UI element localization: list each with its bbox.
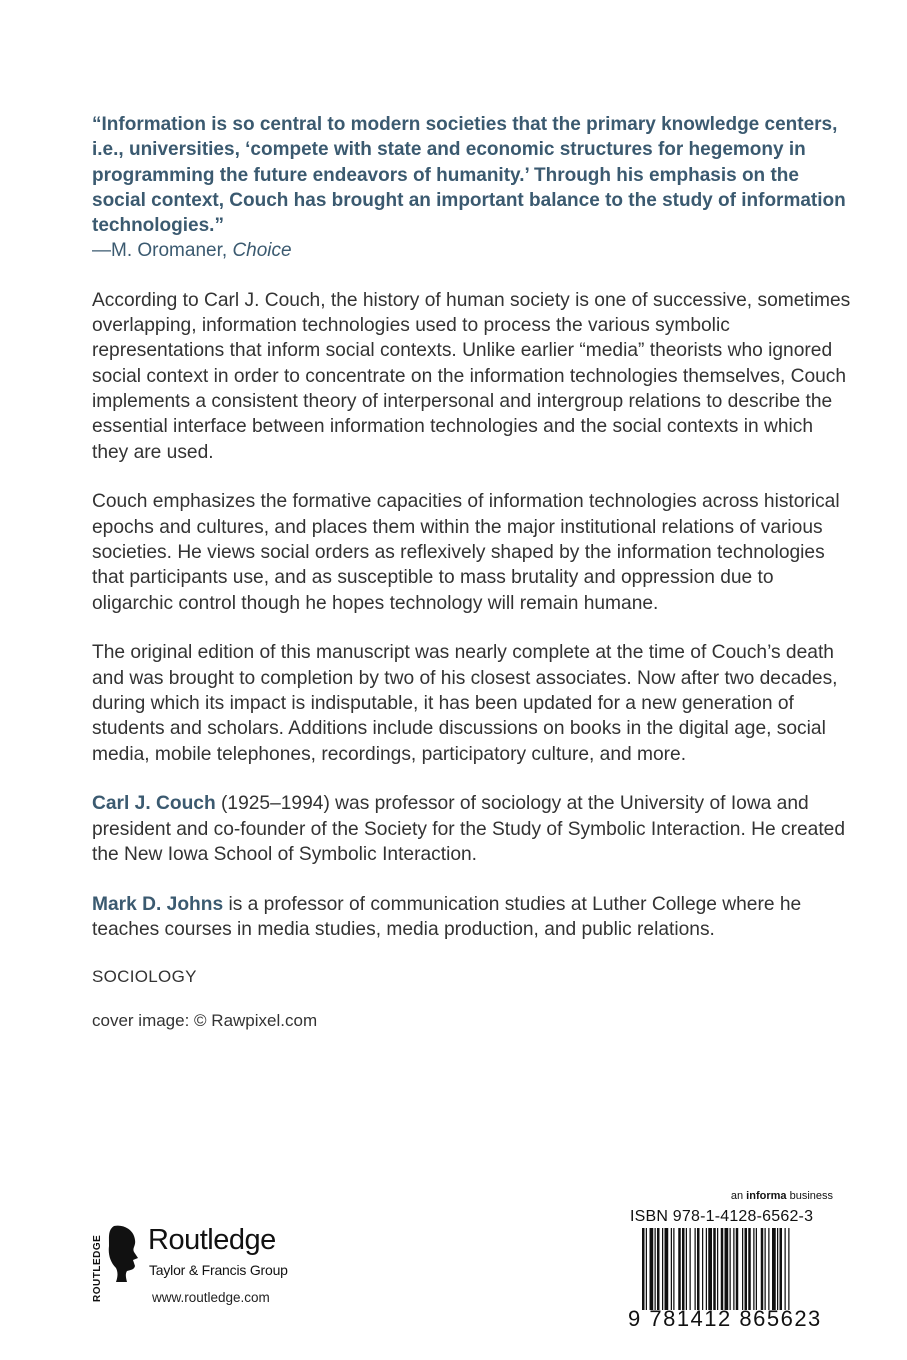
informa-bold: informa bbox=[746, 1190, 787, 1202]
quote-attribution bbox=[92, 238, 852, 263]
subject-category: SOCIOLOGY bbox=[92, 966, 197, 986]
review-quote: “Information is so central to modern societies that the primary knowledge centers, i.e., universities, ‘compete with state and economic structures for hegemony in programming the future endeavors of humanity.’ Through his emphasis on the social context, Couch has brought an important balance to the study of information technologies.” bbox=[92, 114, 846, 237]
publisher-website: www.routledge.com bbox=[152, 1290, 270, 1305]
publisher-logo bbox=[92, 1222, 356, 1322]
informa-tagline bbox=[731, 1190, 833, 1202]
publisher-name: Routledge bbox=[148, 1224, 276, 1256]
author-bio-2 bbox=[92, 892, 852, 943]
attribution-prefix: —M. Oromaner, bbox=[92, 240, 228, 262]
author-bio-text-1: (1925–1994) was professor of sociology at the University of Iowa and president and co-founder of the Society for the Study of Symbolic Interaction. He created the New Iowa School of Symbolic Interaction. bbox=[92, 793, 845, 865]
author-bio-text-2: is a professor of communication studies at Luther College where he teaches courses in media studies, media production, and public relations. bbox=[92, 893, 802, 941]
isbn-number: ISBN 978-1-4128-6562-3 bbox=[630, 1208, 814, 1225]
attribution-source: Choice bbox=[232, 240, 292, 262]
barcode-block bbox=[628, 1190, 833, 1340]
description-paragraph-3: The original edition of this manuscript was nearly complete at the time of Couch’s death and was brought to completion by two of his closest associates. Now after two decades, during which its impact is indisputable, it has been updated for a new generation of students and scholars. Additions include discussions on books in the digital age, social media, mobile telephones, recordings, participatory culture, and more. bbox=[92, 642, 838, 765]
cover-image-credit: cover image: © Rawpixel.com bbox=[92, 1010, 318, 1030]
author-bio-1 bbox=[92, 791, 852, 867]
informa-suffix: business bbox=[789, 1190, 833, 1202]
publisher-vertical-label: ROUTLEDGE bbox=[92, 1234, 103, 1302]
publisher-group: Taylor & Francis Group bbox=[149, 1262, 288, 1278]
author-name-1: Carl J. Couch bbox=[92, 793, 216, 815]
description-paragraph-1: According to Carl J. Couch, the history of human society is one of successive, sometimes overlapping, information technologies used to process the various symbolic representations that inform social contexts. Unlike earlier “media” theorists who ignored social context in order to concentrate on the information technologies themselves, Couch implements a consistent theory of interpersonal and intergroup relations to describe the essential interface between information technologies and the social contexts in which they are used. bbox=[92, 289, 851, 463]
barcode-image bbox=[642, 1228, 834, 1310]
informa-prefix: an bbox=[730, 1190, 744, 1202]
back-cover-text bbox=[92, 112, 852, 1031]
description-paragraph-2: Couch emphasizes the formative capacities of information technologies across historical epochs and cultures, and places them within the major institutional relations of various societies. He views social orders as reflexively shaped by the information technologies that participants use, and as susceptible to mass brutality and oppression due to oligarchic control though he hopes technology will remain humane. bbox=[92, 491, 840, 614]
author-name-2: Mark D. Johns bbox=[92, 893, 224, 915]
barcode-digits: 9 781412 865623 bbox=[628, 1306, 822, 1331]
